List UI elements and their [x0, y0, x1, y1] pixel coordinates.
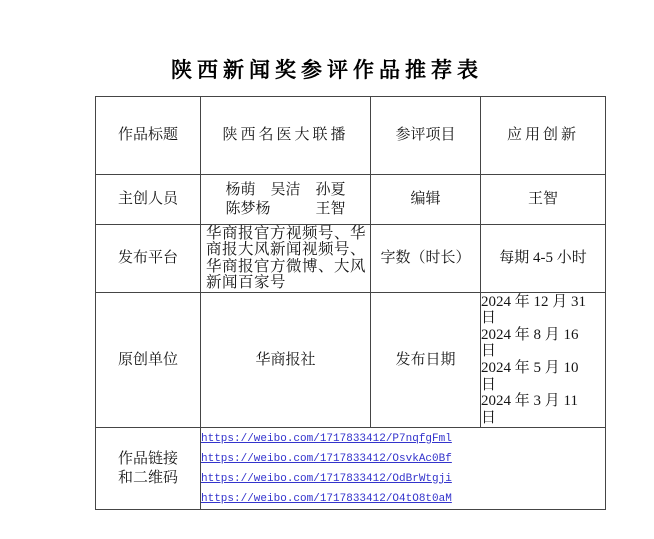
cell-label-creators: 主创人员 [96, 175, 201, 225]
cell-label-entry-category: 参评项目 [371, 97, 481, 175]
cell-value-creators [201, 175, 371, 225]
publish-date: 2024 年 5 月 10 日 [481, 360, 579, 393]
cell-label-origin-unit: 原创单位 [96, 293, 201, 428]
cell-value-length: 每期 4-5 小时 [481, 225, 606, 293]
cell-value-links [201, 428, 606, 510]
weibo-link-1[interactable]: https://weibo.com/1717833412/P7nqfgFml [201, 432, 452, 445]
document-title: 陕西新闻奖参评作品推荐表 [171, 58, 483, 82]
publish-date: 2024 年 12 月 31 日 [481, 293, 587, 327]
cell-value-platform [201, 225, 371, 293]
cell-value-origin-unit: 华商报社 [201, 293, 371, 428]
cell-label-publish-date: 发布日期 [371, 293, 481, 428]
platform-line-2: 商报大风新闻视频号、 [206, 241, 367, 258]
cell-value-entry-category: 应用创新 [481, 97, 606, 175]
publish-date: 2024 年 8 月 16 日 [481, 326, 579, 360]
cell-label-editor: 编辑 [371, 175, 481, 225]
cell-value-work-title: 陕西名医大联播 [201, 97, 371, 175]
table-row-work-title [96, 97, 606, 175]
cell-label-platform: 发布平台 [96, 225, 201, 293]
table-row-origin [96, 293, 606, 428]
weibo-link-4[interactable]: https://weibo.com/1717833412/O4tO8t0aM [201, 492, 452, 505]
links-label-line-2: 和二维码 [117, 469, 178, 486]
platform-line-1: 华商报官方视频号、华 [206, 224, 367, 242]
cell-value-publish-dates [481, 293, 606, 428]
publish-date: 2024 年 3 月 11 日 [481, 393, 578, 426]
creators-line-2: 陈梦杨 王智 [225, 200, 346, 217]
cell-label-length: 字数（时长） [371, 225, 481, 293]
links-label-line-1: 作品链接 [117, 450, 178, 467]
cell-label-links-qrcode [96, 428, 201, 510]
table-row-links [96, 428, 606, 510]
table-row-platform [96, 225, 606, 293]
weibo-link-2[interactable]: https://weibo.com/1717833412/OsvkAc0Bf [201, 452, 452, 465]
table-row-creators [96, 175, 606, 225]
weibo-link-3[interactable]: https://weibo.com/1717833412/OdBrWtgji [201, 472, 452, 485]
platform-line-3: 华商报官方微博、大风 [206, 257, 367, 275]
cell-value-editor: 王智 [481, 175, 606, 225]
cell-label-work-title: 作品标题 [96, 97, 201, 175]
creators-line-1: 杨萌 吴洁 孙夏 [225, 181, 346, 198]
platform-line-4: 新闻百家号 [206, 274, 287, 291]
recommendation-table [95, 96, 606, 510]
